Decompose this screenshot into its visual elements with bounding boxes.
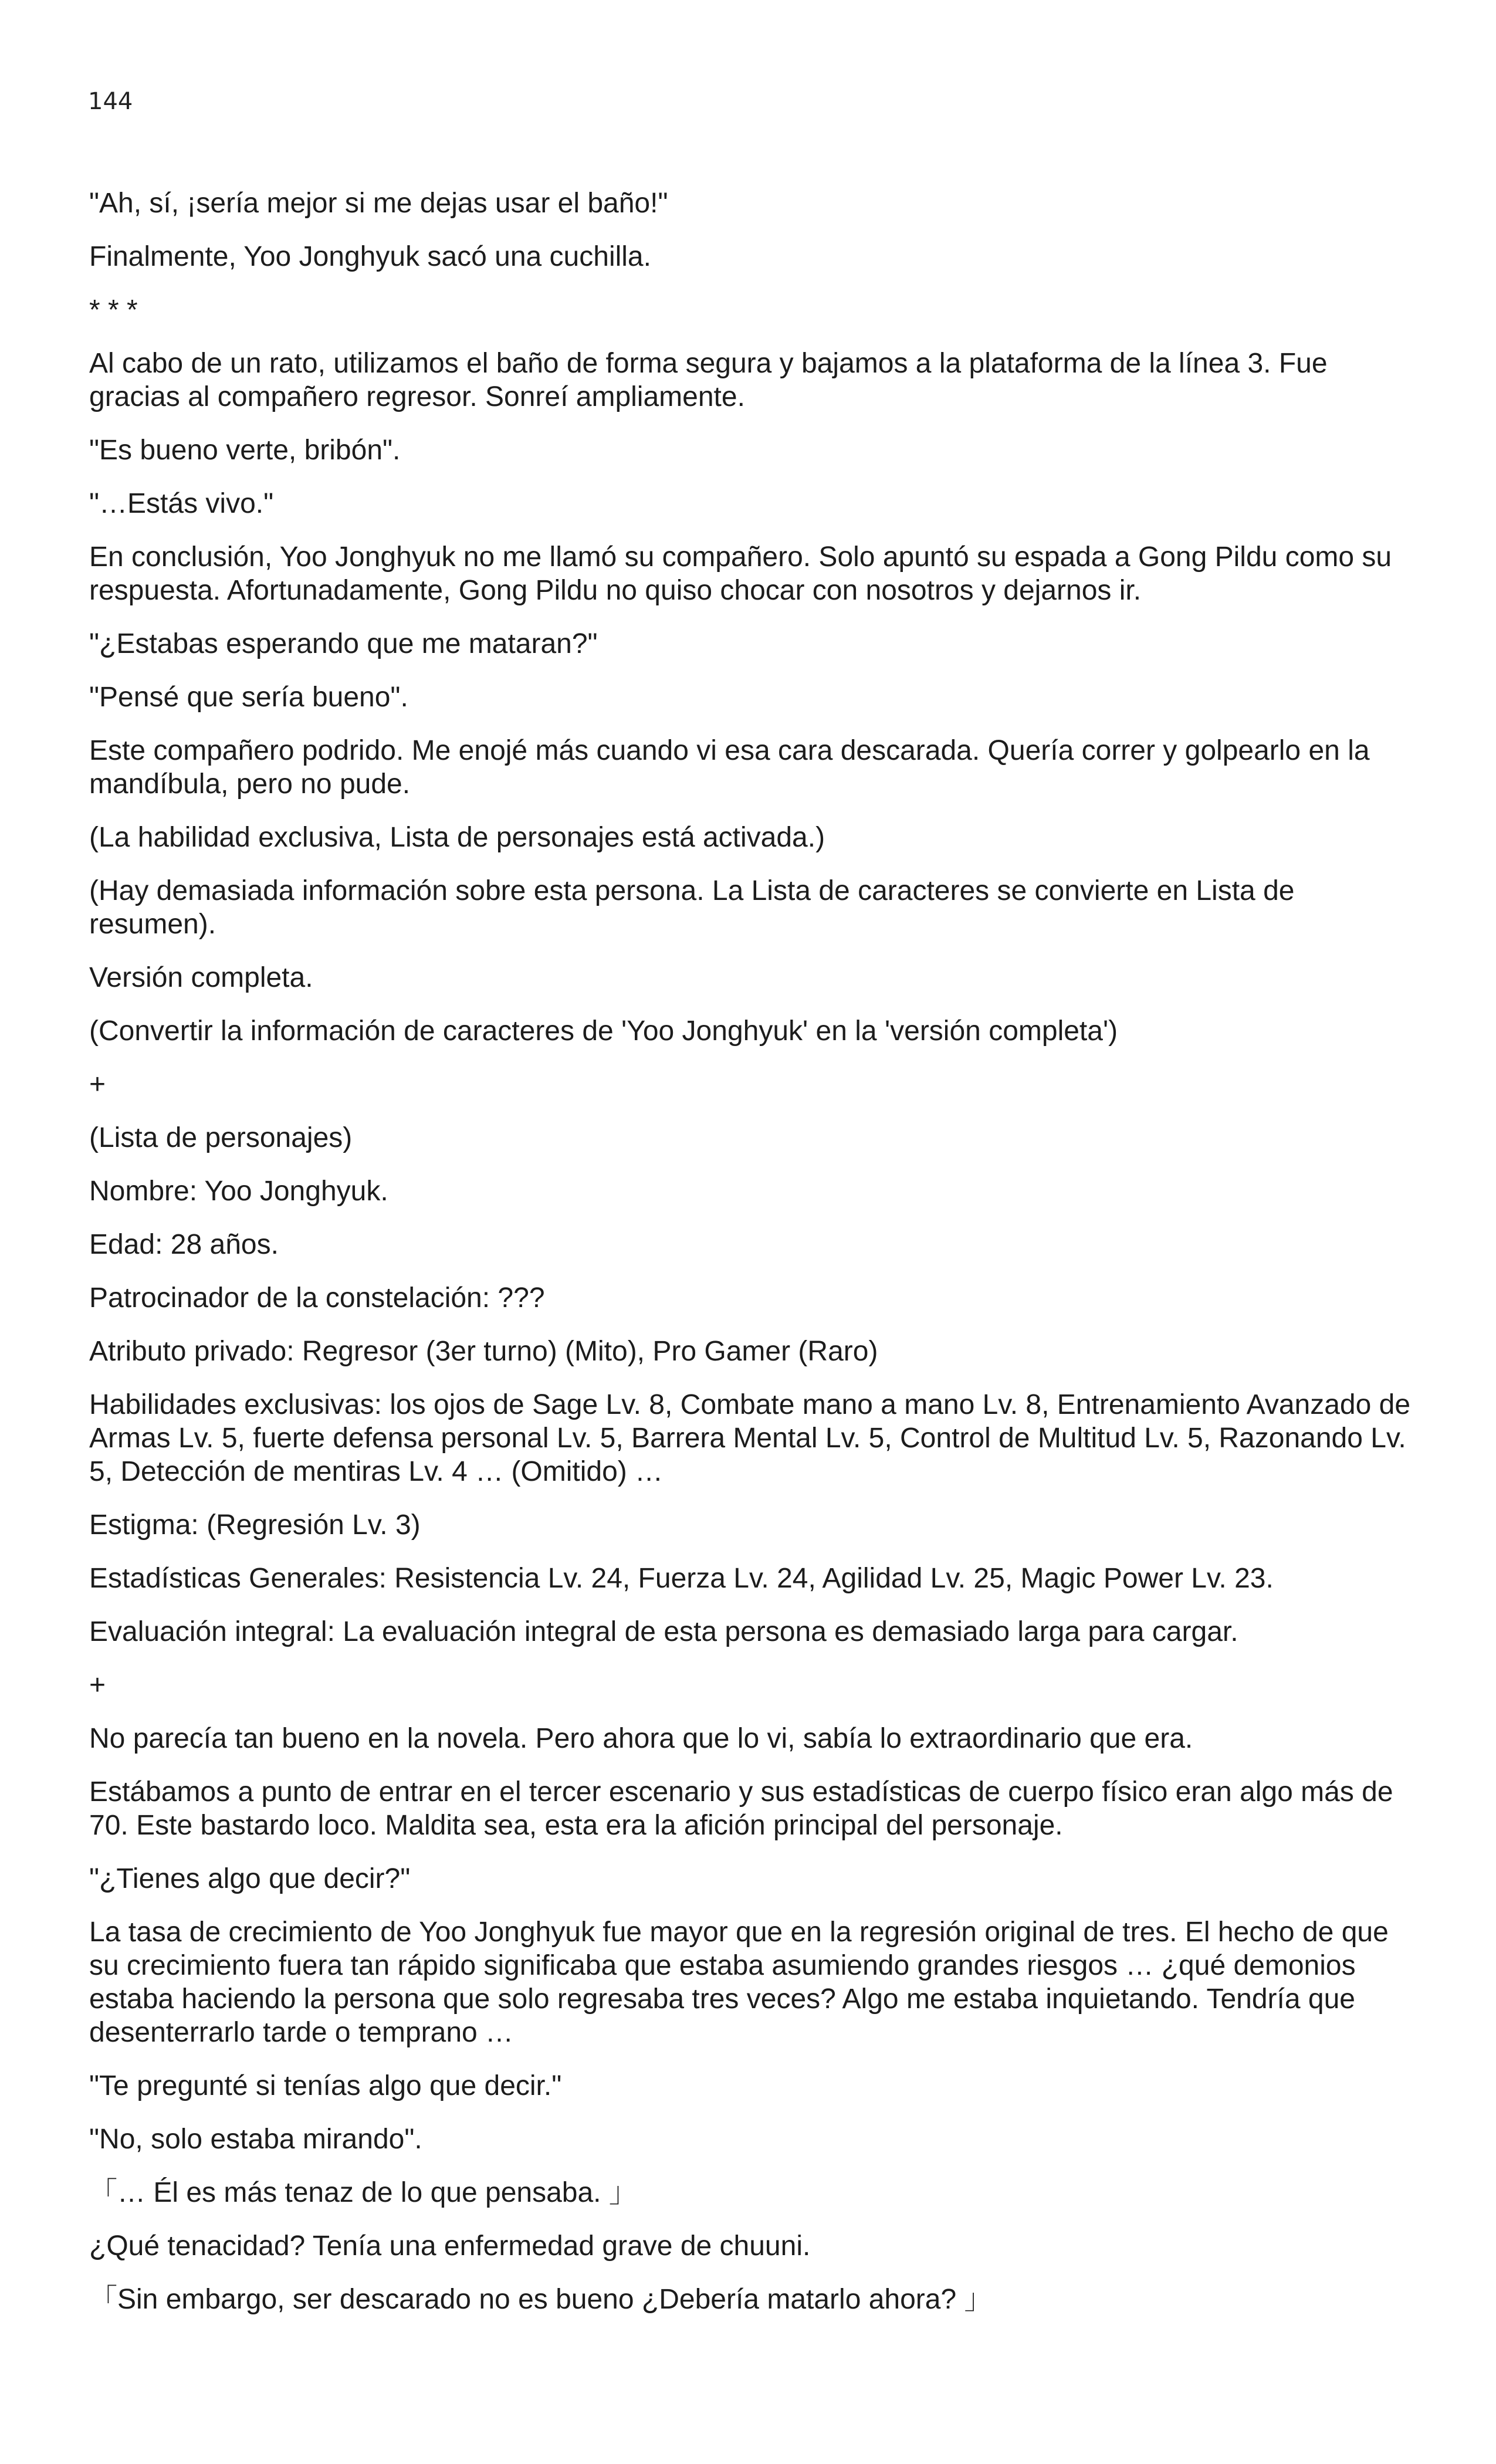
character-sponsor: Patrocinador de la constelación: ??? xyxy=(89,1282,545,1314)
dialogue: "¿Estabas esperando que me mataran?" xyxy=(89,628,598,659)
system-message: (Hay demasiada información sobre esta persona. La Lista de caracteres se convierte en Lista de resumen). xyxy=(89,875,1295,940)
paragraph: "Ah, sí, ¡sería mejor si me dejas usar el baño!" xyxy=(89,188,668,219)
dialogue: "No, solo estaba mirando". xyxy=(89,2124,422,2155)
paragraph: En conclusión, Yoo Jonghyuk no me llamó su compañero. Solo apuntó su espada a Gong Pildu como su respuesta. Afortunadamente, Gong Pildu no quiso chocar con nosotros y dejarnos ir. xyxy=(89,541,1392,606)
paragraph: Versión completa. xyxy=(89,962,313,993)
document-body xyxy=(89,187,1421,2336)
constellation-message: 「Sin embargo, ser descarado no es bueno ¿Debería matarlo ahora? 」 xyxy=(89,2284,993,2315)
scene-break: * * * xyxy=(89,295,138,326)
character-name: Nombre: Yoo Jonghyuk. xyxy=(89,1176,388,1207)
separator-plus: + xyxy=(89,1670,106,1701)
character-list-heading: (Lista de personajes) xyxy=(89,1122,353,1153)
paragraph: Este compañero podrido. Me enojé más cuando vi esa cara descarada. Quería correr y golpearlo en la mandíbula, pero no pude. xyxy=(89,735,1370,800)
character-stats: Estadísticas Generales: Resistencia Lv. 24, Fuerza Lv. 24, Agilidad Lv. 25, Magic Power Lv. 23. xyxy=(89,1563,1274,1594)
page-number: 144 xyxy=(88,88,133,115)
paragraph: Finalmente, Yoo Jonghyuk sacó una cuchilla. xyxy=(89,241,651,272)
character-evaluation: Evaluación integral: La evaluación integral de esta persona es demasiado larga para cargar. xyxy=(89,1616,1238,1647)
dialogue: "¿Tienes algo que decir?" xyxy=(89,1863,411,1894)
dialogue: "Pensé que sería bueno". xyxy=(89,682,408,713)
separator-plus: + xyxy=(89,1069,106,1100)
character-skills: Habilidades exclusivas: los ojos de Sage Lv. 8, Combate mano a mano Lv. 8, Entrenamiento Avanzado de Armas Lv. 5, fuerte defensa personal Lv. 5, Barrera Mental Lv. 5, Control de Multitud Lv. 5, Razonando Lv. 5, Detección de mentiras Lv. 4 … (Omitido) … xyxy=(89,1389,1411,1487)
paragraph: ¿Qué tenacidad? Tenía una enfermedad grave de chuuni. xyxy=(89,2231,811,2262)
system-message: (La habilidad exclusiva, Lista de personajes está activada.) xyxy=(89,822,825,853)
dialogue: "Es bueno verte, bribón". xyxy=(89,435,401,466)
dialogue: "Te pregunté si tenías algo que decir." xyxy=(89,2070,562,2101)
constellation-message: 「… Él es más tenaz de lo que pensaba. 」 xyxy=(89,2177,637,2208)
dialogue: "…Estás vivo." xyxy=(89,488,274,519)
paragraph: No parecía tan bueno en la novela. Pero ahora que lo vi, sabía lo extraordinario que era. xyxy=(89,1723,1193,1754)
paragraph: La tasa de crecimiento de Yoo Jonghyuk fue mayor que en la regresión original de tres. El hecho de que su crecimiento fuera tan rápido significaba que estaba asumiendo grandes riesgos … ¿qué demonios estaba haciendo la persona que solo regresaba tres veces? Algo me estaba inquietando. Tendría que desenterrarlo tarde o temprano … xyxy=(89,1917,1389,2048)
character-age: Edad: 28 años. xyxy=(89,1229,279,1260)
paragraph: Estábamos a punto de entrar en el tercer escenario y sus estadísticas de cuerpo físico eran algo más de 70. Este bastardo loco. Maldita sea, esta era la afición principal del personaje. xyxy=(89,1776,1393,1841)
system-message: (Convertir la información de caracteres de 'Yoo Jonghyuk' en la 'versión completa') xyxy=(89,1016,1118,1047)
character-attribute: Atributo privado: Regresor (3er turno) (Mito), Pro Gamer (Raro) xyxy=(89,1336,878,1367)
character-stigma: Estigma: (Regresión Lv. 3) xyxy=(89,1509,421,1541)
paragraph: Al cabo de un rato, utilizamos el baño de forma segura y bajamos a la plataforma de la línea 3. Fue gracias al compañero regresor. Sonreí ampliamente. xyxy=(89,348,1328,412)
